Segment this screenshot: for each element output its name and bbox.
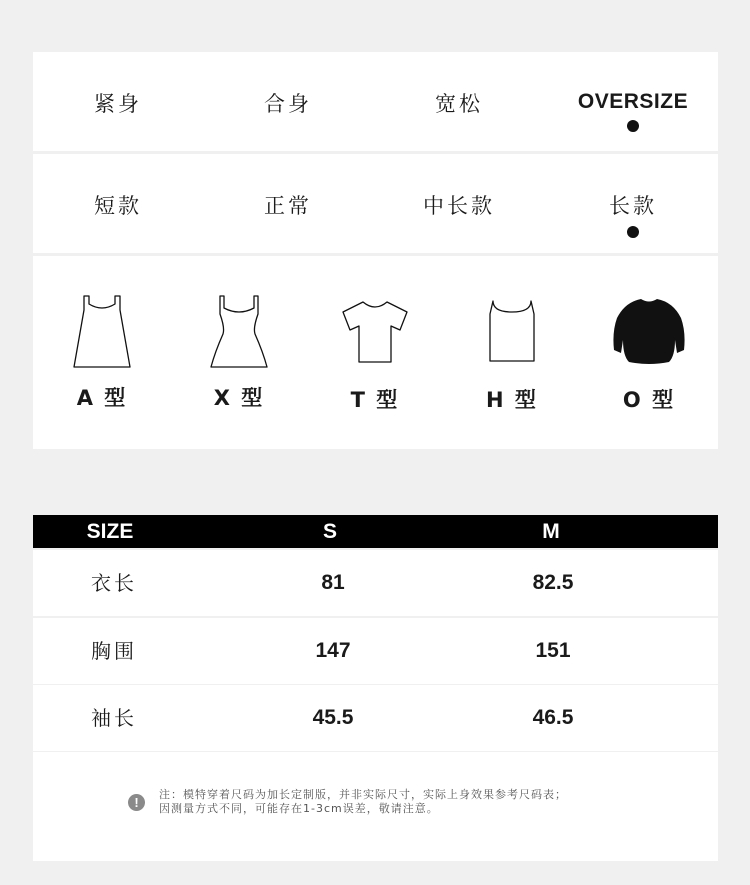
size-header-m: M <box>542 520 560 543</box>
t-shirt-icon <box>339 300 411 364</box>
shape-panel <box>33 256 718 449</box>
fit-label: 合身 <box>264 92 312 116</box>
fit-option-loose <box>409 88 509 118</box>
size-s-value: 81 <box>321 571 345 594</box>
measure-label: 袖长 <box>91 706 137 730</box>
fit-label: 宽松 <box>435 92 483 116</box>
note-line-1: 注：模特穿着尺码为加长定制版，并非实际尺寸，实际上身效果参考尺码表； <box>159 788 567 801</box>
fit-label: OVERSIZE <box>577 90 689 113</box>
length-panel <box>33 154 718 253</box>
shape-label: A 型 <box>76 386 128 410</box>
table-row <box>33 618 718 684</box>
o-line-sweater-icon <box>611 296 687 366</box>
shape-label: O 型 <box>622 388 676 412</box>
size-s-value: 45.5 <box>312 706 354 729</box>
length-label: 短款 <box>94 194 142 218</box>
fit-panel <box>33 52 718 151</box>
length-option-normal <box>238 190 338 220</box>
fit-option-tight <box>68 88 168 118</box>
h-line-vest-icon <box>487 298 537 364</box>
length-label: 长款 <box>609 194 657 218</box>
fit-option-regular <box>238 88 338 118</box>
measure-label: 衣长 <box>91 571 137 595</box>
size-header-s: S <box>322 520 337 543</box>
size-table-header <box>33 515 718 548</box>
size-header-label: SIZE <box>86 520 134 543</box>
selected-dot-icon <box>627 120 639 132</box>
size-m-value: 46.5 <box>532 706 574 729</box>
size-m-value: 151 <box>535 639 571 662</box>
fit-option-oversize <box>565 90 701 132</box>
fit-label: 紧身 <box>94 92 142 116</box>
length-label: 正常 <box>264 194 312 218</box>
size-s-value: 147 <box>315 639 351 662</box>
shape-option-x <box>189 294 289 412</box>
table-row <box>33 550 718 616</box>
length-option-midlong <box>409 190 509 220</box>
size-note <box>33 752 718 861</box>
a-line-dress-icon <box>70 294 134 370</box>
table-row <box>33 685 718 751</box>
shape-option-h <box>462 298 562 414</box>
shape-label: H 型 <box>486 388 538 412</box>
info-icon: ! <box>128 794 145 811</box>
note-text <box>159 788 567 816</box>
note-line-2: 因测量方式不同，可能存在1-3cm误差，敬请注意。 <box>159 802 439 815</box>
length-label: 中长款 <box>423 194 495 218</box>
x-line-dress-icon <box>207 294 271 370</box>
shape-label: T 型 <box>350 388 400 412</box>
length-option-short <box>68 190 168 220</box>
shape-option-a <box>52 294 152 412</box>
selected-dot-icon <box>627 226 639 238</box>
shape-option-o <box>599 296 699 414</box>
shape-option-t <box>325 300 425 414</box>
shape-label: X 型 <box>213 386 265 410</box>
size-m-value: 82.5 <box>532 571 574 594</box>
measure-label: 胸围 <box>91 639 137 663</box>
length-option-long <box>583 190 683 238</box>
